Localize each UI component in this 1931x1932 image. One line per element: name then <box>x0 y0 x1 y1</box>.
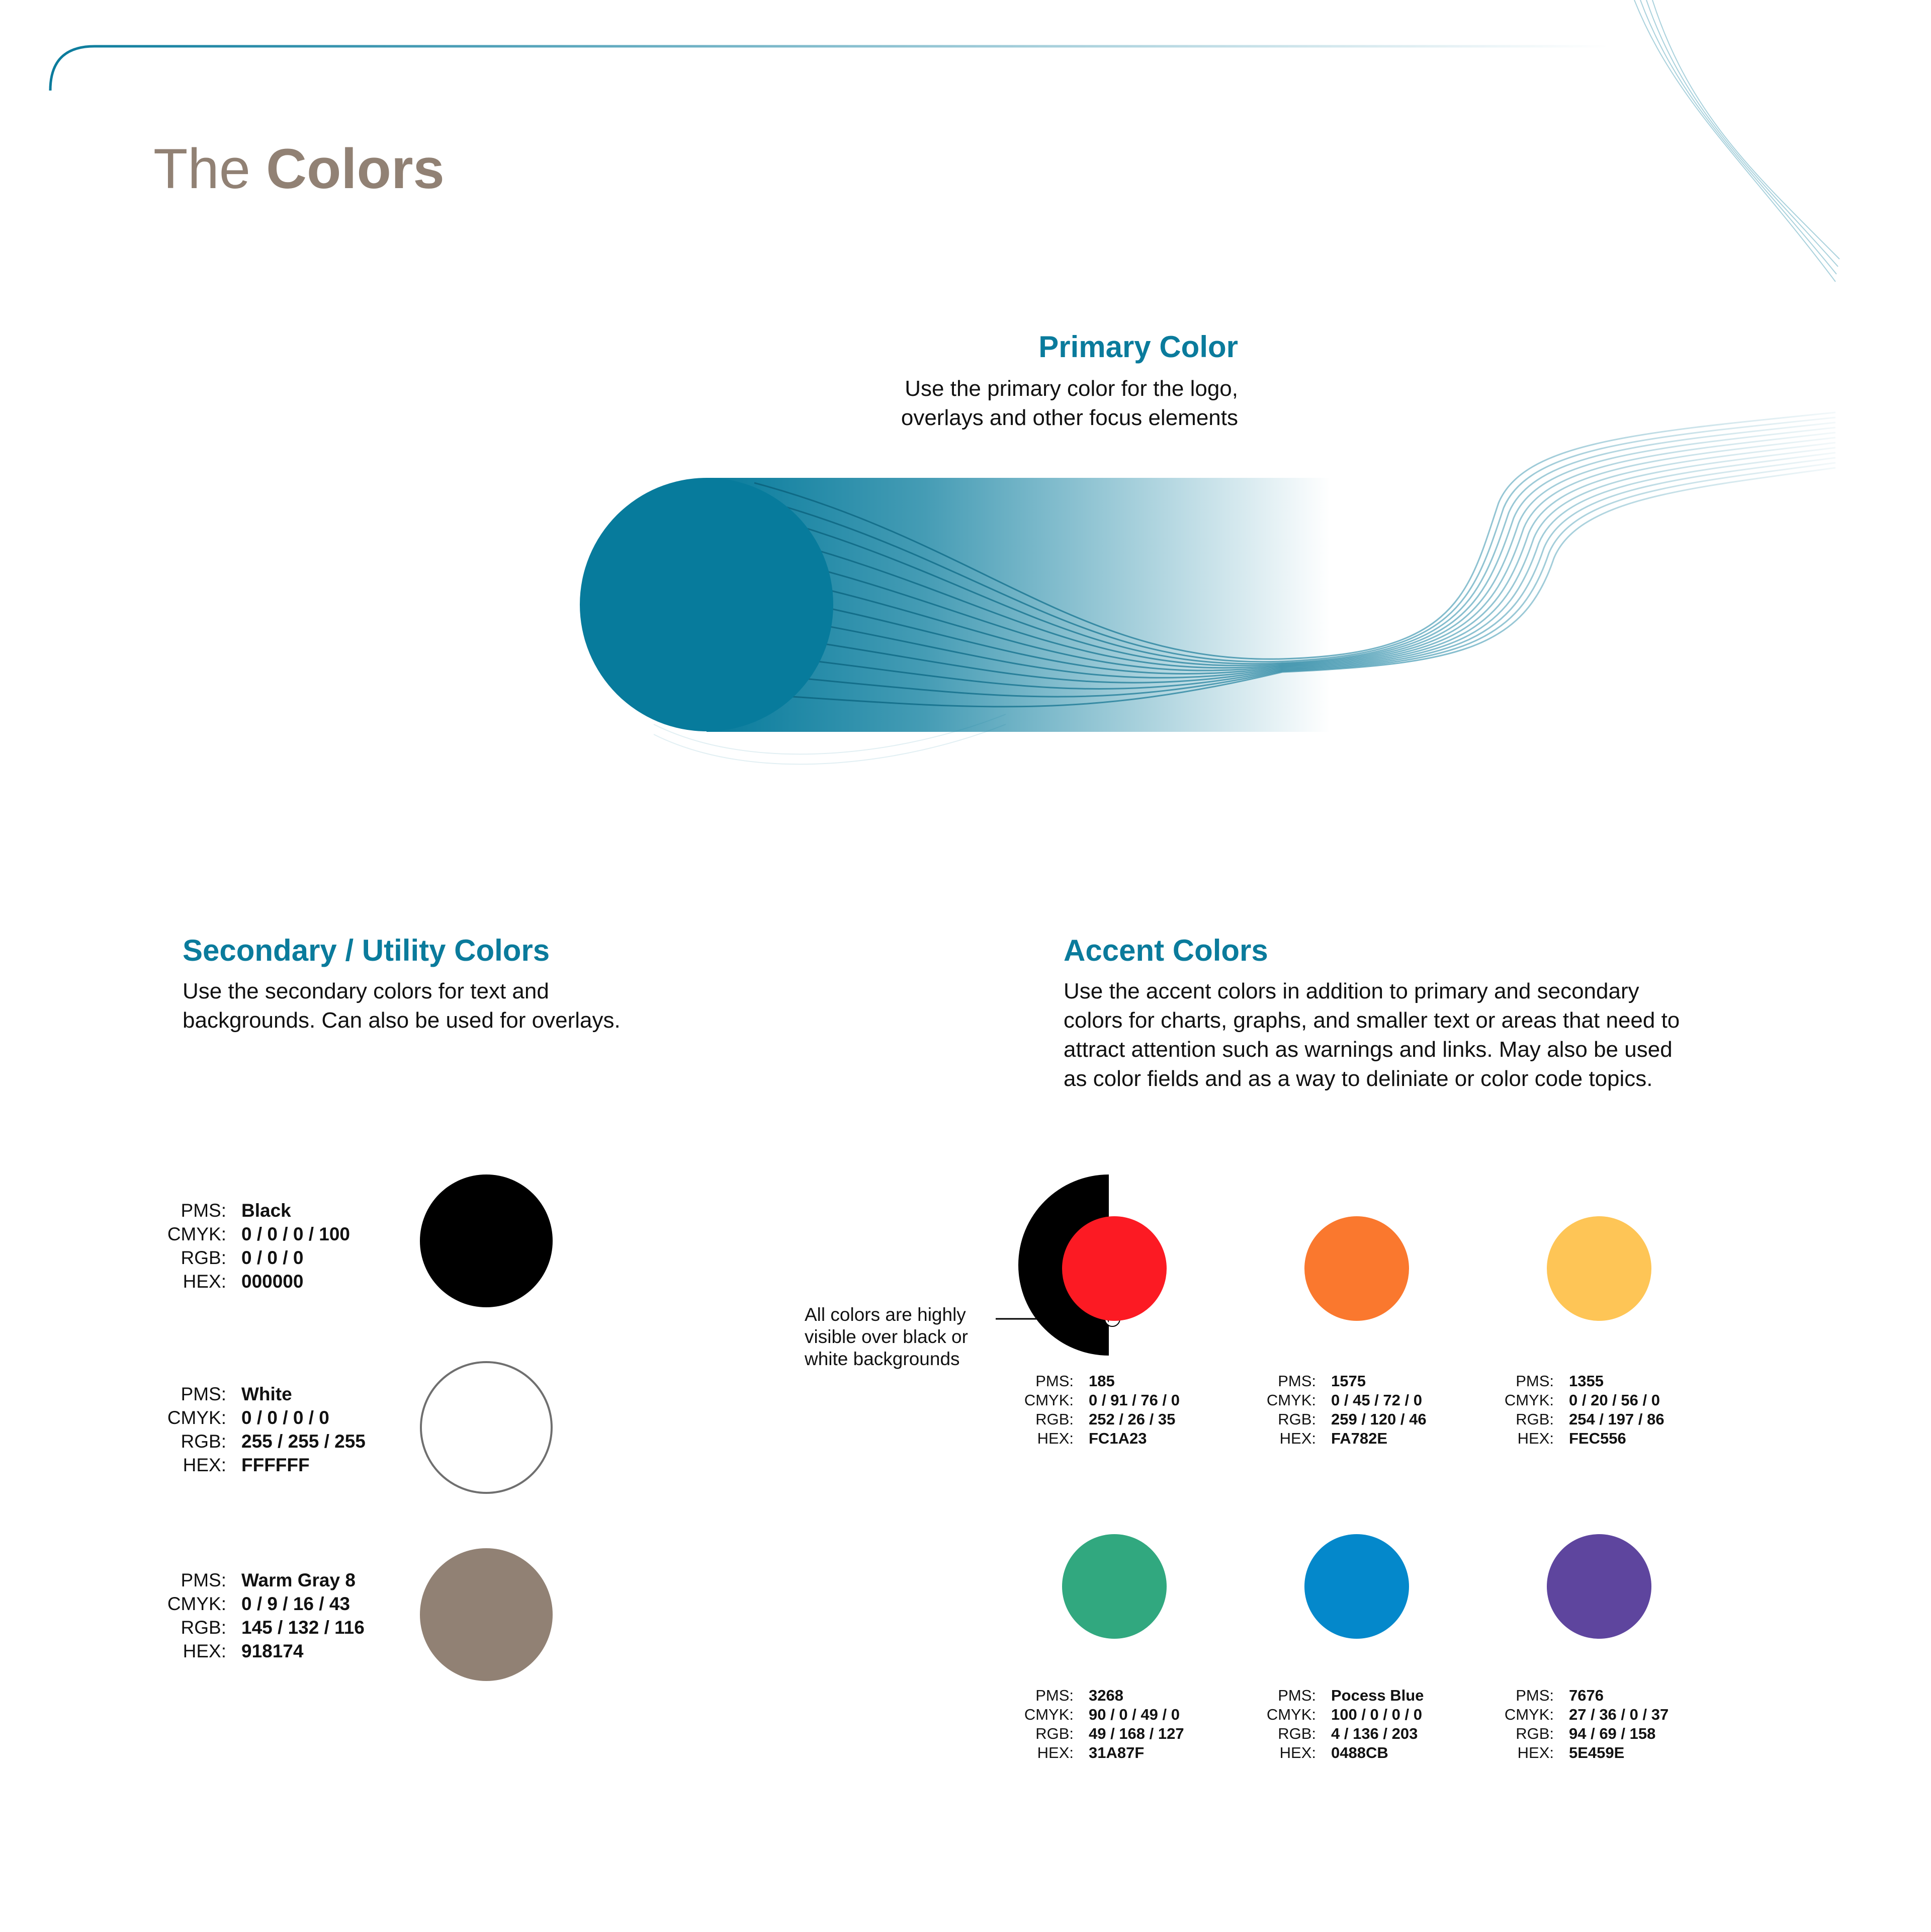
rgb-value: 49 / 168 / 127 <box>1089 1725 1184 1742</box>
cmyk-label: CMYK: <box>1504 1391 1554 1409</box>
page-title-light: The <box>153 137 250 200</box>
rgb-label: RGB: <box>1516 1725 1554 1742</box>
hex-value: FC1A23 <box>1089 1430 1147 1447</box>
spec-white <box>146 1382 366 1477</box>
swatch-red <box>1062 1216 1167 1321</box>
cmyk-value: 0 / 20 / 56 / 0 <box>1569 1391 1660 1409</box>
hex-label: HEX: <box>183 1271 226 1292</box>
pms-label: PMS: <box>1278 1687 1316 1704</box>
accent-desc-line: colors for charts, graphs, and smaller text or areas that need to <box>1064 1008 1680 1033</box>
page-title-bold: Colors <box>266 137 445 200</box>
hex-value: FA782E <box>1331 1430 1388 1447</box>
secondary-heading: Secondary / Utility Colors <box>183 934 550 967</box>
cmyk-label: CMYK: <box>1024 1706 1074 1723</box>
pms-value: 3268 <box>1089 1687 1123 1704</box>
rgb-label: RGB: <box>1278 1725 1316 1742</box>
pms-label: PMS: <box>181 1570 226 1590</box>
hex-label: HEX: <box>1279 1430 1316 1447</box>
pms-label: PMS: <box>181 1384 226 1404</box>
rgb-value: 4 / 136 / 203 <box>1331 1725 1418 1742</box>
cmyk-value: 0 / 45 / 72 / 0 <box>1331 1391 1422 1409</box>
swatch-orange <box>1304 1216 1409 1321</box>
spec-blue <box>1241 1686 1424 1762</box>
hex-label: HEX: <box>183 1641 226 1661</box>
cmyk-value: 0 / 91 / 76 / 0 <box>1089 1391 1180 1409</box>
hex-label: HEX: <box>1279 1744 1316 1761</box>
cmyk-value: 0 / 0 / 0 / 0 <box>241 1407 329 1428</box>
pms-label: PMS: <box>1035 1372 1074 1390</box>
rgb-value: 259 / 120 / 46 <box>1331 1410 1427 1428</box>
rgb-label: RGB: <box>181 1247 226 1268</box>
pms-value: Black <box>241 1200 291 1221</box>
pms-value: Pocess Blue <box>1331 1687 1424 1704</box>
page-title <box>153 137 445 200</box>
hex-label: HEX: <box>1037 1744 1074 1761</box>
pms-value: Warm Gray 8 <box>241 1570 356 1590</box>
accent-desc-line: as color fields and as a way to deliniate or color code topics. <box>1064 1066 1653 1091</box>
swatch-warm-gray <box>420 1548 553 1681</box>
corner-wave <box>1634 0 1839 282</box>
primary-desc-line: overlays and other focus elements <box>901 405 1238 430</box>
cmyk-value: 100 / 0 / 0 / 0 <box>1331 1706 1422 1723</box>
rgb-label: RGB: <box>181 1617 226 1638</box>
swatch-green <box>1062 1534 1167 1639</box>
swatch-black <box>420 1174 553 1307</box>
hex-value: FFFFFF <box>241 1455 310 1475</box>
secondary-desc-line: backgrounds. Can also be used for overlays. <box>183 1008 621 1033</box>
hex-value: 31A87F <box>1089 1744 1145 1761</box>
swatch-blue <box>1304 1534 1409 1639</box>
pms-label: PMS: <box>1278 1372 1316 1390</box>
primary-description <box>901 374 1238 433</box>
spec-red <box>998 1372 1180 1448</box>
rgb-label: RGB: <box>1035 1410 1074 1428</box>
spec-purple <box>1478 1686 1669 1762</box>
spec-orange <box>1241 1372 1427 1448</box>
hex-label: HEX: <box>183 1455 226 1475</box>
accent-desc-line: attract attention such as warnings and links. May also be used <box>1064 1037 1673 1062</box>
primary-desc-line: Use the primary color for the logo, <box>905 376 1238 401</box>
spec-green <box>998 1686 1184 1762</box>
hex-label: HEX: <box>1517 1430 1554 1447</box>
rgb-value: 254 / 197 / 86 <box>1569 1410 1664 1428</box>
swatch-white <box>420 1361 553 1494</box>
rgb-value: 252 / 26 / 35 <box>1089 1410 1176 1428</box>
cmyk-label: CMYK: <box>1024 1391 1074 1409</box>
rgb-value: 255 / 255 / 255 <box>241 1431 366 1452</box>
accent-description <box>1064 977 1680 1094</box>
callout-line: white backgrounds <box>805 1349 960 1369</box>
pms-label: PMS: <box>1516 1687 1554 1704</box>
secondary-desc-line: Use the secondary colors for text and <box>183 979 549 1003</box>
secondary-description <box>183 977 621 1035</box>
hex-value: 918174 <box>241 1641 304 1661</box>
pms-label: PMS: <box>1516 1372 1554 1390</box>
rgb-value: 145 / 132 / 116 <box>241 1617 365 1638</box>
hex-value: 000000 <box>241 1271 304 1292</box>
cmyk-value: 90 / 0 / 49 / 0 <box>1089 1706 1180 1723</box>
rgb-label: RGB: <box>181 1431 226 1452</box>
frame-top-line <box>50 46 1609 91</box>
cmyk-label: CMYK: <box>1504 1706 1554 1723</box>
spec-yellow <box>1478 1372 1664 1448</box>
hex-label: HEX: <box>1517 1744 1554 1761</box>
callout-note <box>805 1304 996 1370</box>
pms-value: 185 <box>1089 1372 1115 1390</box>
callout-line: visible over black or <box>805 1326 968 1347</box>
accent-heading: Accent Colors <box>1064 934 1268 967</box>
pms-value: 1355 <box>1569 1372 1604 1390</box>
rgb-label: RGB: <box>1516 1410 1554 1428</box>
cmyk-value: 0 / 0 / 0 / 100 <box>241 1224 350 1244</box>
rgb-value: 94 / 69 / 158 <box>1569 1725 1656 1742</box>
hex-label: HEX: <box>1037 1430 1074 1447</box>
swatch-purple <box>1547 1534 1651 1639</box>
primary-heading: Primary Color <box>1038 330 1238 364</box>
callout-line: All colors are highly <box>805 1304 966 1325</box>
rgb-label: RGB: <box>1035 1725 1074 1742</box>
pms-value: White <box>241 1384 292 1404</box>
primary-swatch <box>580 478 833 731</box>
pms-label: PMS: <box>1035 1687 1074 1704</box>
hex-value: FEC556 <box>1569 1430 1626 1447</box>
cmyk-value: 27 / 36 / 0 / 37 <box>1569 1706 1669 1723</box>
accent-desc-line: Use the accent colors in addition to primary and secondary <box>1064 979 1639 1003</box>
spec-black <box>146 1199 350 1293</box>
cmyk-value: 0 / 9 / 16 / 43 <box>241 1593 350 1614</box>
cmyk-label: CMYK: <box>167 1224 226 1244</box>
hex-value: 0488CB <box>1331 1744 1388 1761</box>
cmyk-label: CMYK: <box>167 1407 226 1428</box>
pms-value: 1575 <box>1331 1372 1366 1390</box>
spec-warm-gray <box>146 1568 365 1663</box>
swatch-yellow <box>1547 1216 1651 1321</box>
cmyk-label: CMYK: <box>1266 1391 1316 1409</box>
cmyk-label: CMYK: <box>1266 1706 1316 1723</box>
pms-value: 7676 <box>1569 1687 1604 1704</box>
cmyk-label: CMYK: <box>167 1593 226 1614</box>
pms-label: PMS: <box>181 1200 226 1221</box>
rgb-label: RGB: <box>1278 1410 1316 1428</box>
hex-value: 5E459E <box>1569 1744 1625 1761</box>
rgb-value: 0 / 0 / 0 <box>241 1247 304 1268</box>
